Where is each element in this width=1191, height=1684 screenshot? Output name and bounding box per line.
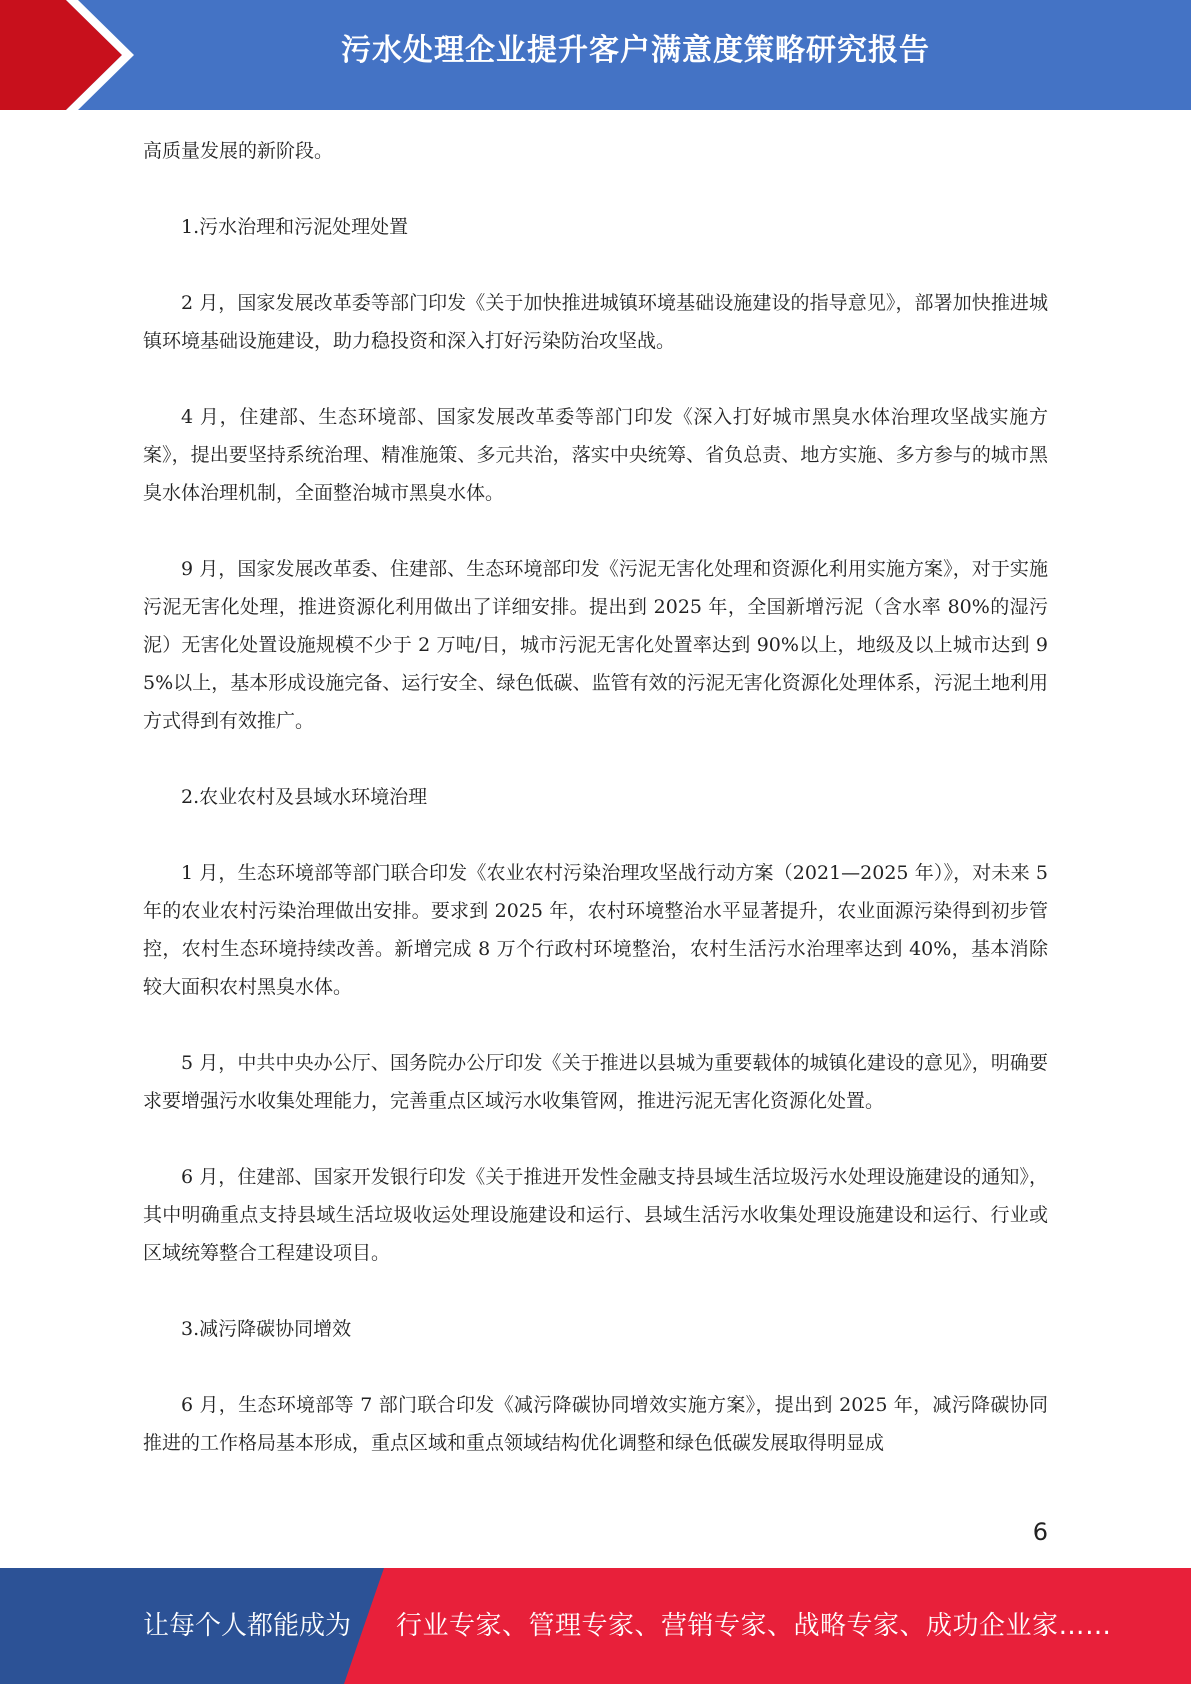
body-paragraph: 4 月，住建部、生态环境部、国家发展改革委等部门印发《深入打好城市黑臭水体治理攻坚战实施方案》，提出要坚持系统治理、精准施策、多元共治，落实中央统筹、省负总责、地方实施、多方参与的城市黑臭水体治理机制，全面整治城市黑臭水体。 [143, 406, 1048, 504]
report-title: 污水处理企业提升客户满意度策略研究报告 [341, 33, 930, 68]
page-footer [0, 1568, 1191, 1684]
section-heading: 1.污水治理和污泥处理处置 [181, 216, 409, 238]
body-paragraph: 2 月，国家发展改革委等部门印发《关于加快推进城镇环境基础设施建设的指导意见》，部署加快推进城镇环境基础设施建设，助力稳投资和深入打好污染防治攻坚战。 [143, 292, 1048, 352]
section-heading: 2.农业农村及县域水环境治理 [181, 786, 428, 808]
footer-slogan-left: 让每个人都能成为 [143, 1611, 352, 1641]
footer-slogan-right: 行业专家、管理专家、营销专家、战略专家、成功企业家…… [396, 1611, 1112, 1641]
body-paragraph: 6 月，住建部、国家开发银行印发《关于推进开发性金融支持县域生活垃圾污水处理设施建设的通知》，其中明确重点支持县域生活垃圾收运处理设施建设和运行、县域生活污水收集处理设施建设和运行、行业或区域统筹整合工程建设项目。 [143, 1166, 1048, 1264]
body-paragraph: 9 月，国家发展改革委、住建部、生态环境部印发《污泥无害化处理和资源化利用实施方案》，对于实施污泥无害化处理，推进资源化利用做出了详细安排。提出到 2025 年，全国新增污泥（含水率 80%的湿污泥）无害化处置设施规模不少于 2 万吨/日，城市污泥无害化处置率达到 90%以上，地级及以上城市达到 95%以上，基本形成设施完备、运行安全、绿色低碳、监管有效的污泥无害化资源化处理体系，污泥土地利用方式得到有效推广。 [143, 558, 1048, 732]
body-paragraph: 1 月，生态环境部等部门联合印发《农业农村污染治理攻坚战行动方案（2021—2025 年）》，对未来 5 年的农业农村污染治理做出安排。要求到 2025 年，农村环境整治水平显著提升，农业面源污染得到初步管控，农村生态环境持续改善。新增完成 8 万个行政村环境整治，农村生活污水治理率达到 40%，基本消除较大面积农村黑臭水体。 [143, 862, 1048, 998]
page-header [0, 0, 1191, 110]
header-arrow-decoration [0, 0, 150, 110]
section-heading: 3.减污降碳协同增效 [181, 1318, 352, 1340]
document-body [143, 132, 1048, 1500]
page-number: 6 [1032, 1518, 1048, 1546]
body-paragraph: 6 月，生态环境部等 7 部门联合印发《减污降碳协同增效实施方案》，提出到 2025 年，减污降碳协同推进的工作格局基本形成，重点区域和重点领域结构优化调整和绿色低碳发展取得明显成 [143, 1394, 1048, 1454]
body-paragraph: 5 月，中共中央办公厅、国务院办公厅印发《关于推进以县城为重要载体的城镇化建设的意见》，明确要求要增强污水收集处理能力，完善重点区域污水收集管网，推进污泥无害化资源化处置。 [143, 1052, 1048, 1112]
body-paragraph: 高质量发展的新阶段。 [143, 140, 334, 162]
